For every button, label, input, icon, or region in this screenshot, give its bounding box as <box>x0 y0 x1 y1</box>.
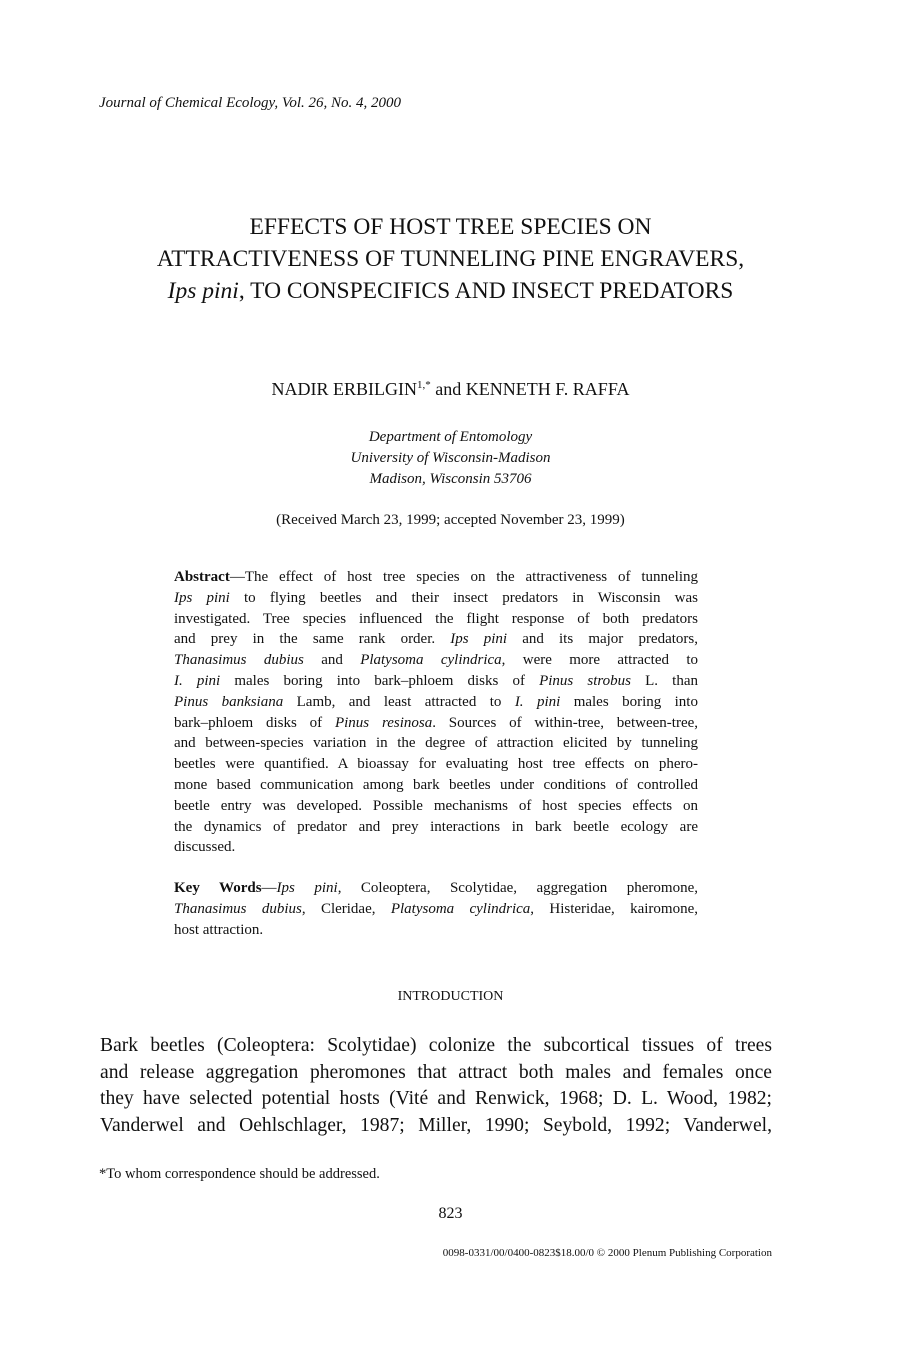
abstract-line <box>174 754 698 775</box>
abstract-line <box>174 775 698 796</box>
abstract-label: Abstract <box>174 569 230 585</box>
abstract <box>174 567 698 858</box>
section-heading-introduction: INTRODUCTION <box>397 989 504 1004</box>
italic-term: Pinus strobus <box>539 672 631 689</box>
affiliation-university: University of Wisconsin-Madison <box>350 450 551 466</box>
italic-term: Pinus resinosa <box>334 714 433 731</box>
text-run: males boring into <box>560 693 698 710</box>
italic-term: Platysoma cylindrica <box>390 900 531 917</box>
italic-term: Thanasimus dubius <box>174 900 302 917</box>
abstract-line <box>174 671 698 692</box>
paper-title <box>60 211 841 307</box>
italic-term: Ips pini <box>450 631 508 648</box>
text-run: L. than <box>631 672 698 689</box>
intro-line: they have selected potential hosts (Vité and Renwick, 1968; D. L. Wood, 1982; <box>100 1088 772 1109</box>
keywords-line <box>174 920 698 941</box>
footnote: *To whom correspondence should be addressed. <box>99 1166 380 1182</box>
text-run: and between-species variation in the degree of attraction elicited by tunneling <box>174 735 698 752</box>
introduction-body <box>100 1033 772 1139</box>
text-run: , Histeridae, kairomone, <box>530 900 698 917</box>
keywords-line <box>174 878 698 899</box>
affiliation-city: Madison, Wisconsin 53706 <box>369 471 532 487</box>
text-run: Lamb, and least attracted to <box>283 693 515 710</box>
title-line-2: ATTRACTIVENESS OF TUNNELING PINE ENGRAVERS, <box>156 246 745 272</box>
intro-line: and release aggregation pheromones that attract both males and females once <box>100 1061 772 1083</box>
affiliation <box>60 427 841 490</box>
text-run: and its major predators, <box>507 631 698 648</box>
intro-line: Bark beetles (Coleoptera: Scolytidae) colonize the subcortical tissues of trees <box>100 1035 772 1056</box>
abstract-line <box>174 713 698 734</box>
author-list <box>60 379 841 400</box>
title-line-3 <box>60 275 841 307</box>
italic-term: Ips pini <box>276 880 338 896</box>
keywords <box>174 878 698 940</box>
text-run: , were more attracted to <box>501 652 698 669</box>
text-run: host attraction. <box>174 921 264 938</box>
abstract-line <box>174 567 698 588</box>
text-run: to flying beetles and their insect predators in Wisconsin was <box>229 589 698 606</box>
author-2: KENNETH F. RAFFA <box>465 379 630 399</box>
abstract-line <box>174 629 698 650</box>
abstract-line <box>174 837 698 858</box>
title-line-3-rest: , TO CONSPECIFICS AND INSECT PREDATORS <box>238 278 734 304</box>
italic-term: Thanasimus dubius <box>174 652 304 669</box>
keywords-label: Key Words <box>174 880 262 896</box>
received-dates: (Received March 23, 1999; accepted November 23, 1999) <box>276 512 625 528</box>
abstract-line <box>174 650 698 671</box>
text-run: and prey in the same rank order. <box>174 631 451 648</box>
italic-term: Platysoma cylindrica <box>360 652 502 669</box>
text-run: — <box>261 880 277 896</box>
title-species-name: Ips pini <box>167 278 239 304</box>
abstract-line <box>174 609 698 630</box>
italic-term: Ips pini <box>174 589 230 606</box>
affiliation-department: Department of Entomology <box>368 429 533 445</box>
abstract-line <box>174 796 698 817</box>
author-1: NADIR ERBILGIN <box>271 379 417 399</box>
abstract-line <box>174 733 698 754</box>
author-1-marks: 1,* <box>417 379 431 391</box>
text-run: males boring into bark–phloem disks of <box>220 672 540 689</box>
text-run: investigated. Tree species influenced the flight response of both predators <box>174 610 698 627</box>
title-line-1: EFFECTS OF HOST TREE SPECIES ON <box>249 214 652 240</box>
abstract-line <box>174 817 698 838</box>
text-run: —The effect of host tree species on the attractiveness of tunneling <box>229 569 698 585</box>
journal-header: Journal of Chemical Ecology, Vol. 26, No. 4, 2000 <box>99 95 402 111</box>
text-run: and <box>303 652 361 669</box>
keywords-line <box>174 899 698 920</box>
abstract-line <box>174 588 698 609</box>
italic-term: I. pini <box>514 693 561 710</box>
author-connector: and <box>430 379 466 399</box>
text-run: . Sources of within-tree, between-tree, <box>432 714 699 731</box>
page-number: 823 <box>438 1205 463 1222</box>
text-run: beetles were quantified. A bioassay for evaluating host tree effects on phero- <box>174 756 698 773</box>
intro-line: Vanderwel and Oehlschlager, 1987; Miller, 1990; Seybold, 1992; Vanderwel, <box>100 1114 772 1136</box>
text-run: , Cleridae, <box>301 900 391 917</box>
text-run: the dynamics of predator and prey interactions in bark beetle ecology are <box>174 818 698 835</box>
text-run: discussed. <box>174 839 236 856</box>
copyright-line: 0098-0331/00/0400-0823$18.00/0 © 2000 Plenum Publishing Corporation <box>442 1247 772 1259</box>
abstract-line <box>174 692 698 713</box>
text-run: bark–phloem disks of <box>174 714 335 731</box>
text-run: , Coleoptera, Scolytidae, aggregation pheromone, <box>337 880 698 896</box>
italic-term: I. pini <box>174 672 221 689</box>
italic-term: Pinus banksiana <box>174 693 284 710</box>
text-run: mone based communication among bark beetles under conditions of controlled <box>174 776 698 793</box>
text-run: beetle entry was developed. Possible mechanisms of host species effects on <box>174 797 698 814</box>
